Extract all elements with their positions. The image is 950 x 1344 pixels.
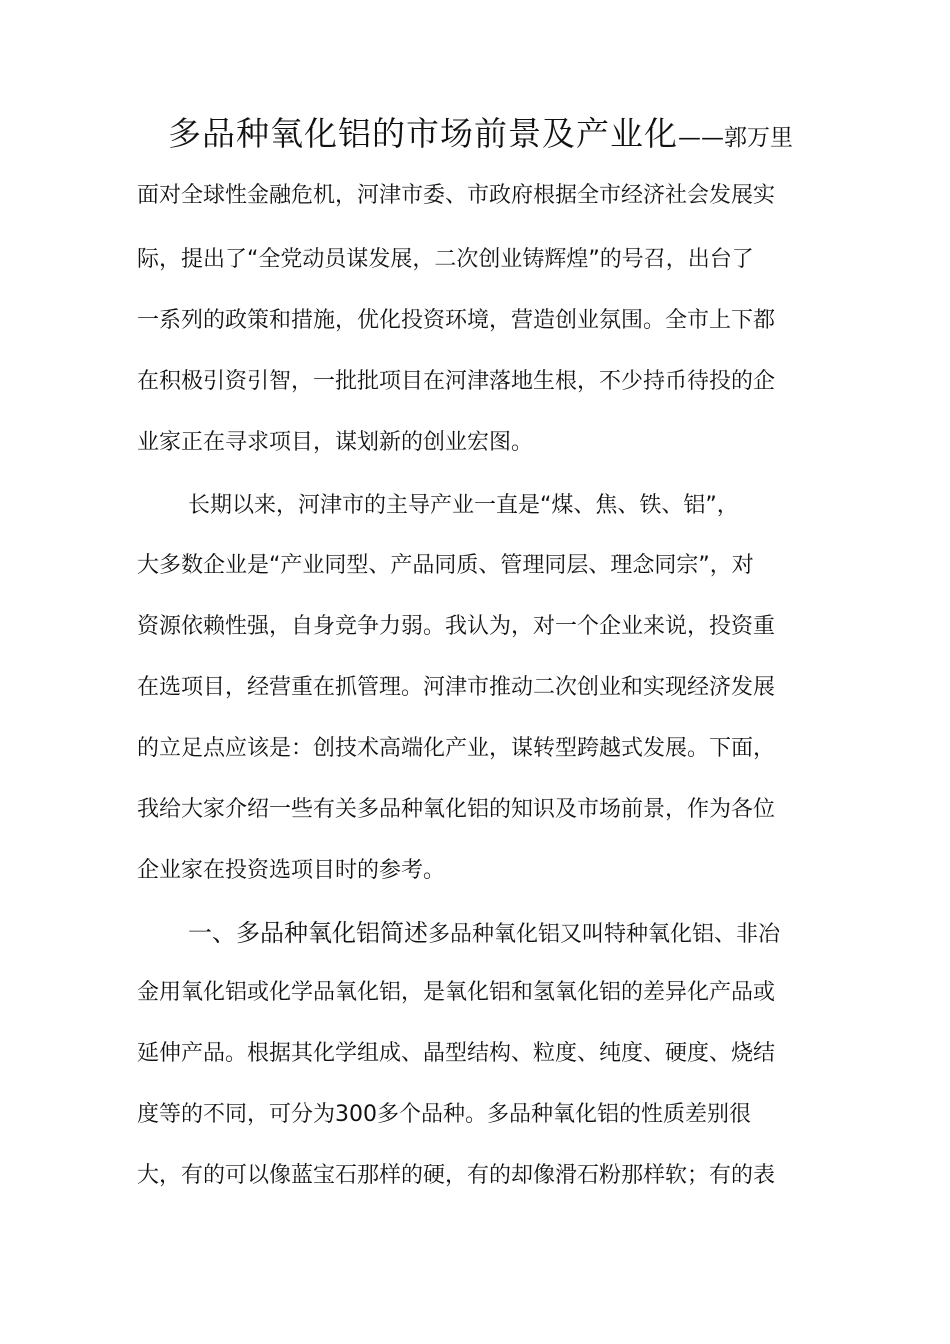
document-title [168,110,848,158]
paragraph-1-line-4: 在积极引资引智，一批批项目在河津落地生根，不少持币待投的企 [137,369,776,394]
paragraph-2-line-1: 长期以来，河津市的主导产业一直是“煤、焦、铁、铝”， [188,493,739,518]
paragraph-2-line-7: 企业家在投资选项目时的参考。 [137,858,446,883]
paragraph-1-line-3: 一系列的政策和措施，优化投资环境，营造创业氛围。全市上下都 [137,308,776,333]
paragraph-3-line-2: 金用氧化铝或化学品氧化铝，是氧化铝和氢氧化铝的差异化产品或 [137,980,776,1005]
section-heading: 一、多品种氧化铝简述 [188,919,428,947]
paragraph-1-line-1: 面对全球性金融危机，河津市委、市政府根据全市经济社会发展实 [137,183,776,208]
paragraph-3-line-4: 度等的不同，可分为300多个品种。多品种氧化铝的性质差别很 [137,1102,751,1127]
paragraph-2-line-5: 的立足点应该是：创技术高端化产业，谋转型跨越式发展。下面， [137,736,776,761]
paragraph-2-line-6: 我给大家介绍一些有关多品种氧化铝的知识及市场前景，作为各位 [137,797,776,822]
author-text: ——郭万里 [678,125,793,151]
paragraph-1-line-5: 业家正在寻求项目，谋划新的创业宏图。 [137,430,534,455]
paragraph-3-line-1 [188,913,868,953]
paragraph-3-line-3: 延伸产品。根据其化学组成、晶型结构、粒度、纯度、硬度、烧结 [137,1041,776,1066]
paragraph-1-line-2: 际，提出了“全党动员谋发展，二次创业铸辉煌”的号召，出台了 [137,247,754,272]
paragraph-2-line-2: 大多数企业是“产业同型、产品同质、管理同层、理念同宗”，对 [137,553,754,578]
paragraph-3-line-5: 大，有的可以像蓝宝石那样的硬，有的却像滑石粉那样软；有的表 [137,1163,776,1188]
paragraph-2-line-3: 资源依赖性强，自身竞争力弱。我认为，对一个企业来说，投资重 [137,614,776,639]
title-text: 多品种氧化铝的市场前景及产业化 [168,114,678,153]
paragraph-2-line-4: 在选项目，经营重在抓管理。河津市推动二次创业和实现经济发展 [137,675,776,700]
section-first-line-text: 多品种氧化铝又叫特种氧化铝、非冶 [428,922,781,947]
